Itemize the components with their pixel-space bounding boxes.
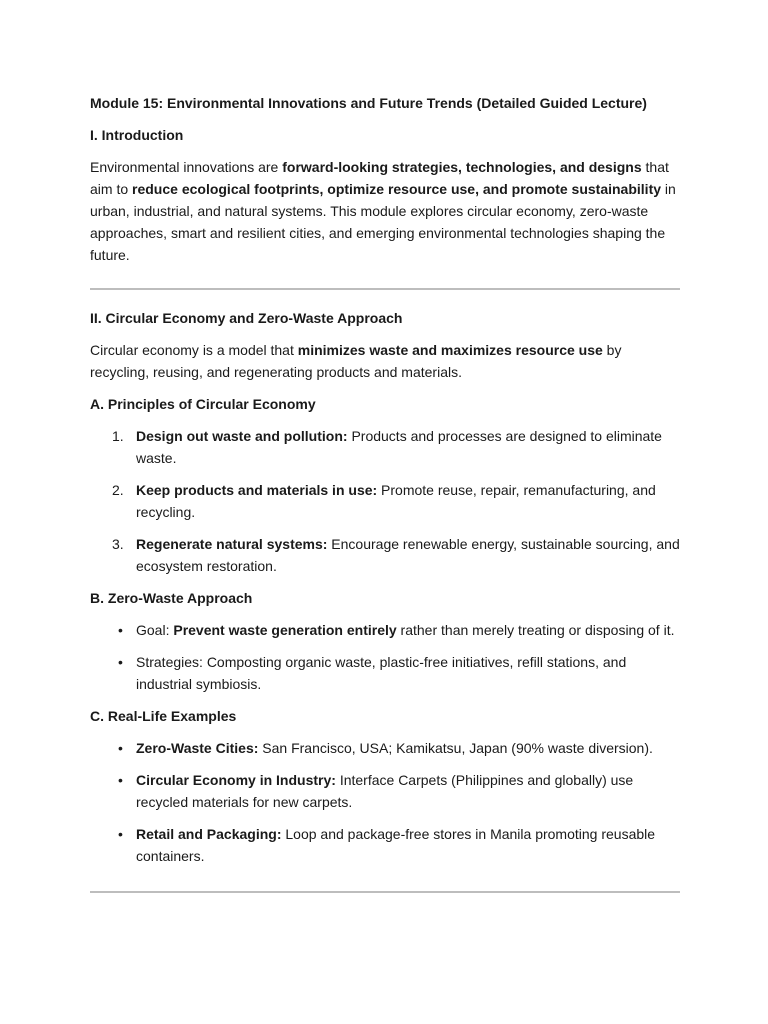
circular-text-1: Circular economy is a model that (90, 342, 298, 358)
list-item-text: Loop and package-free stores in Manila promoting reusable containers. (136, 826, 656, 864)
subheading-zero-waste: B. Zero-Waste Approach (90, 590, 253, 606)
list-item-text: Promote reuse, repair, remanufacturing, and recycling. (136, 482, 656, 520)
list-item (90, 533, 680, 577)
list-item-text: San Francisco, USA; Kamikatsu, Japan (90% waste diversion). (258, 740, 653, 756)
bullet-icon: • (118, 654, 123, 670)
list-number: 3. (112, 536, 124, 552)
section-divider (90, 891, 680, 893)
document-content (90, 92, 680, 893)
list-item-bold: Design out waste and pollution: (136, 428, 348, 444)
principles-list (90, 425, 680, 577)
module-title: Module 15: Environmental Innovations and Future Trends (Detailed Guided Lecture) (90, 95, 647, 111)
intro-text-2: that aim to (90, 159, 669, 197)
subheading-examples: C. Real-Life Examples (90, 708, 237, 724)
intro-text-3: in urban, industrial, and natural systems. This module explores circular economy, zero-waste approaches, smart and resilient cities, and emerging environmental technologies shaping the future. (90, 181, 676, 263)
list-item (90, 619, 680, 641)
list-item-bold: Retail and Packaging: (136, 826, 282, 842)
list-item (90, 651, 680, 695)
list-item (90, 425, 680, 469)
list-item-text: Interface Carpets (Philippines and globally) use recycled materials for new carpets. (136, 772, 634, 810)
zero-waste-list (90, 619, 680, 695)
section-heading-introduction: I. Introduction (90, 127, 184, 143)
section-divider (90, 288, 680, 290)
section-heading-circular-economy: II. Circular Economy and Zero-Waste Approach (90, 310, 403, 326)
list-number: 1. (112, 428, 124, 444)
intro-bold-1: forward-looking strategies, technologies, and designs (282, 159, 642, 175)
bullet-icon: • (118, 622, 123, 638)
bullet-icon: • (118, 772, 123, 788)
list-item-text: Encourage renewable energy, sustainable sourcing, and ecosystem restoration. (136, 536, 680, 574)
circular-text-2: by recycling, reusing, and regenerating products and materials. (90, 342, 622, 380)
list-item (90, 823, 680, 867)
subheading-principles: A. Principles of Circular Economy (90, 396, 316, 412)
list-item-bold: Circular Economy in Industry: (136, 772, 336, 788)
intro-bold-2: reduce ecological footprints, optimize resource use, and promote sustainability (132, 181, 662, 197)
list-item-text: Strategies: Composting organic waste, plastic-free initiatives, refill stations, and industrial symbiosis. (136, 654, 627, 692)
list-item (90, 479, 680, 523)
intro-text-1: Environmental innovations are (90, 159, 283, 175)
list-number: 2. (112, 482, 124, 498)
list-item-text: Products and processes are designed to eliminate waste. (136, 428, 662, 466)
list-item-text: rather than merely treating or disposing of it. (396, 622, 675, 638)
intro-paragraph (90, 156, 680, 266)
list-item-bold: Zero-Waste Cities: (136, 740, 259, 756)
examples-list (90, 737, 680, 867)
list-item-bold: Prevent waste generation entirely (173, 622, 397, 638)
list-item (90, 737, 680, 759)
bullet-icon: • (118, 826, 123, 842)
circular-bold: minimizes waste and maximizes resource use (297, 342, 603, 358)
list-item-bold: Regenerate natural systems: (136, 536, 328, 552)
list-item-bold: Keep products and materials in use: (136, 482, 378, 498)
list-item (90, 769, 680, 813)
list-item-prefix: Goal: (136, 622, 174, 638)
circular-paragraph (90, 339, 680, 383)
bullet-icon: • (118, 740, 123, 756)
